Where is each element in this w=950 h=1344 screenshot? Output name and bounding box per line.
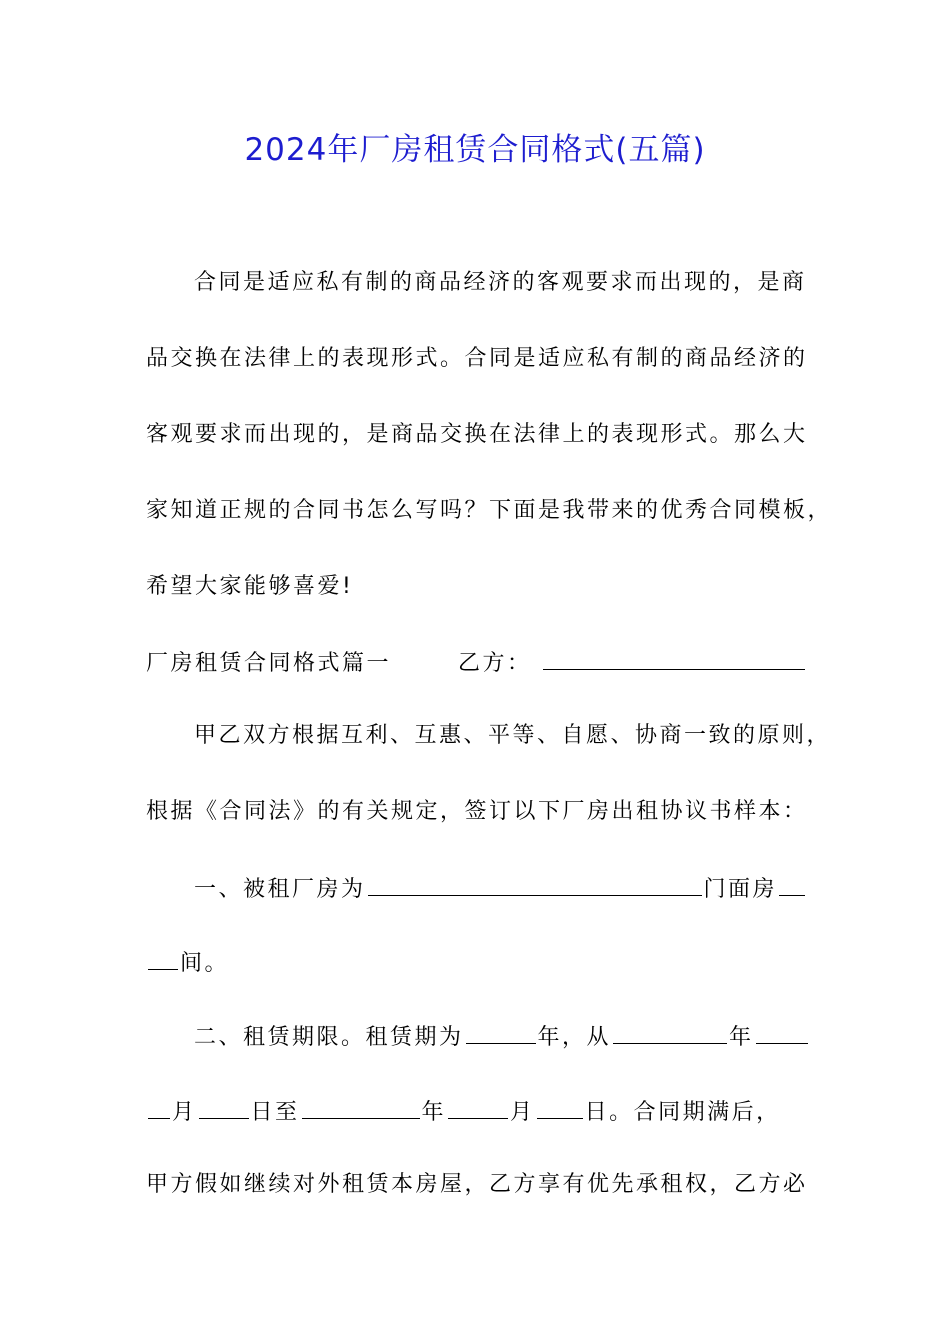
end-day-blank	[537, 1096, 583, 1119]
clause-2-prefix: 二、租赁期限。租赁期为	[194, 1025, 464, 1050]
start-year-blank	[613, 1021, 727, 1044]
clause-2-line-1	[194, 1021, 810, 1053]
clause-2-line-2	[146, 1096, 781, 1128]
intro-line-5: 希望大家能够喜爱!	[146, 574, 354, 599]
intro-line-3: 客观要求而出现的，是商品交换在法律上的表现形式。那么大	[146, 422, 808, 447]
start-day-blank	[199, 1096, 249, 1119]
premises-blank	[368, 873, 702, 896]
intro-line-1: 合同是适应私有制的商品经济的客观要求而出现的，是商	[194, 270, 807, 295]
section-heading-row	[146, 647, 807, 679]
clause-2-month1: 月	[172, 1100, 197, 1125]
principle-line-1: 甲乙双方根据互利、互惠、平等、自愿、协商一致的原则，	[194, 723, 832, 748]
clause-2-line-3: 甲方假如继续对外租赁本房屋，乙方享有优先承租权，乙方必	[146, 1172, 808, 1197]
section-heading: 厂房租赁合同格式篇一	[146, 651, 392, 676]
clause-1-suffix: 间。	[180, 951, 230, 976]
intro-line-2: 品交换在法律上的表现形式。合同是适应私有制的商品经济的	[146, 346, 808, 371]
clause-1-line-2	[146, 947, 229, 979]
end-month-blank	[448, 1096, 508, 1119]
clause-2-year2: 年	[729, 1025, 754, 1050]
term-years-blank	[466, 1021, 536, 1044]
party-b-label: 乙方：	[458, 651, 532, 676]
clause-2-year1: 年，从	[537, 1025, 612, 1050]
clause-1-prefix: 一、被租厂房为	[194, 877, 366, 902]
end-year-blank	[302, 1096, 420, 1119]
clause-2-day-to: 日至	[250, 1100, 300, 1125]
party-b-blank	[543, 647, 805, 670]
clause-1-line-1	[194, 873, 807, 905]
document-title: 2024年厂房租赁合同格式(五篇)	[244, 132, 706, 168]
room-count-blank-b	[148, 947, 178, 970]
clause-1-middle: 门面房	[703, 877, 778, 902]
clause-2-year3: 年	[421, 1100, 447, 1125]
room-count-blank-a	[779, 873, 805, 896]
principle-line-2: 根据《合同法》的有关规定，签订以下厂房出租协议书样本：	[146, 799, 808, 824]
clause-2-month2: 月	[510, 1100, 535, 1125]
clause-2-end: 日。合同期满后，	[584, 1100, 781, 1125]
start-month-blank-b	[148, 1096, 170, 1119]
intro-line-4: 家知道正规的合同书怎么写吗？下面是我带来的优秀合同模板，	[146, 498, 833, 523]
start-month-blank-a	[756, 1021, 808, 1044]
